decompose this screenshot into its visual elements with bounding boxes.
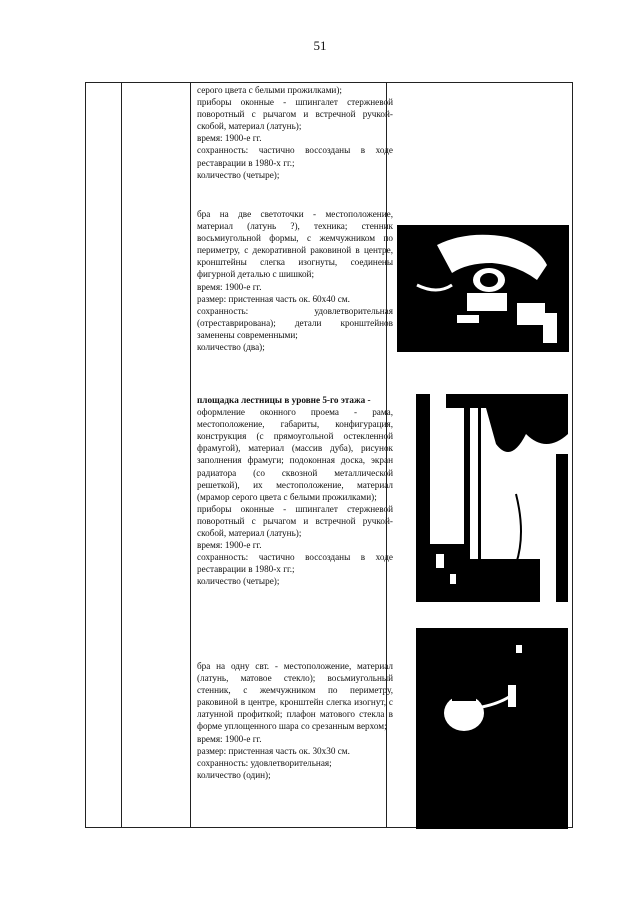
- sconce-one-light-photo: [416, 625, 568, 829]
- text-line: серого цвета с белыми прожилками);: [197, 85, 342, 95]
- text-line: приборы оконные - шпингалет стержневой поворотный с рычагом и встречной ручкой-скобой, материал (латунь);: [197, 503, 393, 539]
- text-line: количество (четыре);: [197, 576, 280, 587]
- text-line: бра на две светоточки - местоположение, материал (латунь ?), техника; стенник восьмиугольной формы, с жемчужником по периметру, с декоративной раковиной в центре, кронштейны слегка изогнуты, соединены фигурной деталью с шишкой;: [197, 209, 393, 280]
- sconce-two-lights-photo: [397, 225, 569, 352]
- text-line: количество (два);: [197, 342, 265, 353]
- text-block-window-continued: [197, 84, 393, 181]
- text-line: оформление оконного проема - рама, местоположение, габариты, конфигурация, конструкция (с прямоугольной остекленной фрамугой), материал (массив дуба), рисунок заполнения фрамуги; подоконная доска, экран радиатора (со сквозной металлической решеткой), их местоположение, материал (мрамор серого цвета с белыми прожилками);: [197, 407, 393, 502]
- text-block-sconce-two-lights: [197, 208, 393, 353]
- text-line: время: 1900-е гг.: [197, 281, 262, 292]
- text-line: сохранность: удовлетворительная;: [197, 757, 332, 768]
- text-block-sconce-one-light: [197, 660, 393, 781]
- text-line: размер: пристенная часть ок. 30х30 см.: [197, 745, 350, 756]
- staircase-window-photo: [416, 394, 568, 602]
- text-line: время: 1900-е гг.: [197, 133, 262, 144]
- text-line: бра на одну свт. - местоположение, материал (латунь, матовое стекло); восьмиугольный стенник, с жемчужником по периметру, раковиной в центре, кронштейн слегка изогнут, с латунной профиткой; плафон матового стекла в форме уплощенного шара со срезанным верхом;: [197, 661, 393, 732]
- text-line: приборы оконные - шпингалет стержневой поворотный с рычагом и встречной ручкой-скобой, материал (латунь);: [197, 97, 393, 132]
- column-divider: [121, 83, 122, 827]
- text-line: сохранность: удовлетворительная (отреставрирована); детали кронштейнов заменены современными;: [197, 305, 393, 340]
- text-block-landing-5th-floor: [197, 394, 393, 588]
- text-line: сохранность: частично воссозданы в ходе реставрации в 1980-х гг.;: [197, 552, 393, 575]
- text-line: размер: пристенная часть ок. 60х40 см.: [197, 293, 350, 304]
- section-heading: площадка лестницы в уровне 5-го этажа -: [197, 395, 371, 405]
- text-line: количество (один);: [197, 769, 271, 780]
- text-line: сохранность: частично воссозданы в ходе реставрации в 1980-х гг.;: [197, 145, 393, 168]
- page-number: 51: [313, 38, 327, 53]
- column-divider: [190, 83, 191, 827]
- inventory-table: [85, 82, 573, 828]
- text-line: количество (четыре);: [197, 169, 280, 180]
- text-line: время: 1900-е гг.: [197, 540, 262, 551]
- text-line: время: 1900-е гг.: [197, 733, 262, 744]
